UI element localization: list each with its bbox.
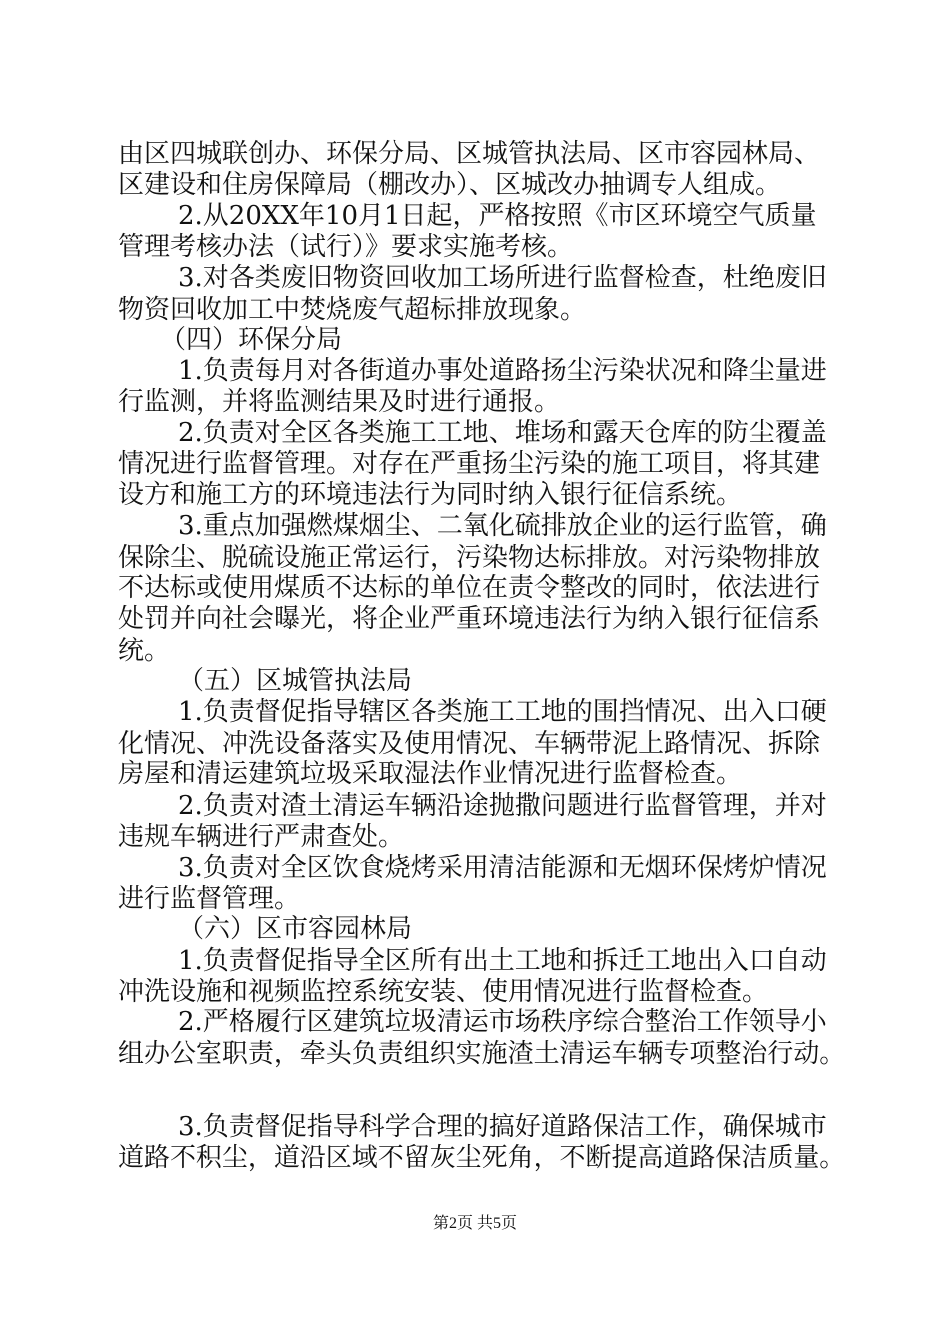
text-line: 2.从20XX年10月1日起，严格按照《市区环境空气质量 bbox=[178, 201, 817, 231]
text-line: 2.负责对渣土清运车辆沿途抛撒问题进行监督管理，并对 bbox=[178, 791, 827, 821]
text-line: 1.负责每月对各街道办事处道路扬尘污染状况和降尘量进 bbox=[178, 356, 827, 386]
text-line: 房屋和清运建筑垃圾采取湿法作业情况进行监督检查。 bbox=[118, 759, 743, 789]
text-line: 组办公室职责，牵头负责组织实施渣土清运车辆专项整治行动。 bbox=[118, 1039, 846, 1069]
text-line: 1.负责督促指导辖区各类施工工地的围挡情况、出入口硬 bbox=[178, 697, 827, 727]
text-line: 化情况、冲洗设备落实及使用情况、车辆带泥上路情况、拆除 bbox=[118, 729, 821, 759]
text-line: 设方和施工方的环境违法行为同时纳入银行征信系统。 bbox=[118, 480, 743, 510]
text-line: 进行监督管理。 bbox=[118, 884, 301, 914]
text-line: （四）环保分局 bbox=[160, 325, 343, 355]
text-line: 违规车辆进行严肃查处。 bbox=[118, 822, 405, 852]
text-line: 3.负责督促指导科学合理的搞好道路保洁工作，确保城市 bbox=[178, 1112, 827, 1142]
text-line: 3.负责对全区饮食烧烤采用清洁能源和无烟环保烤炉情况 bbox=[178, 853, 827, 883]
text-line: 2.严格履行区建筑垃圾清运市场秩序综合整治工作领导小 bbox=[178, 1007, 827, 1037]
text-line: 行监测，并将监测结果及时进行通报。 bbox=[118, 387, 561, 417]
text-line: 冲洗设施和视频监控系统安装、使用情况进行监督检查。 bbox=[118, 977, 769, 1007]
text-line: 物资回收加工中焚烧废气超标排放现象。 bbox=[118, 295, 587, 325]
text-line: 管理考核办法（试行）》要求实施考核。 bbox=[118, 232, 574, 262]
text-line: 保除尘、脱硫设施正常运行，污染物达标排放。对污染物排放 bbox=[118, 543, 821, 573]
text-line: （六）区市容园林局 bbox=[178, 914, 413, 944]
text-line: 统。 bbox=[118, 636, 171, 666]
text-line: 3.对各类废旧物资回收加工场所进行监督检查，杜绝废旧 bbox=[178, 263, 827, 293]
text-line: 2.负责对全区各类施工工地、堆场和露天仓库的防尘覆盖 bbox=[178, 418, 827, 448]
text-line: 3.重点加强燃煤烟尘、二氧化硫排放企业的运行监管，确 bbox=[178, 511, 827, 541]
text-line: 情况进行监督管理。对存在严重扬尘污染的施工项目，将其建 bbox=[118, 449, 821, 479]
text-line: 由区四城联创办、环保分局、区城管执法局、区市容园林局、 bbox=[118, 139, 821, 169]
text-line: （五）区城管执法局 bbox=[178, 666, 413, 696]
text-line: 道路不积尘，道沿区域不留灰尘死角，不断提高道路保洁质量。 bbox=[118, 1143, 846, 1173]
page-footer: 第2页 共5页 bbox=[432, 1215, 517, 1232]
text-line: 不达标或使用煤质不达标的单位在责令整改的同时，依法进行 bbox=[118, 573, 821, 603]
text-line: 1.负责督促指导全区所有出土工地和拆迁工地出入口自动 bbox=[178, 946, 827, 976]
text-line: 处罚并向社会曝光，将企业严重环境违法行为纳入银行征信系 bbox=[118, 604, 821, 634]
text-line: 区建设和住房保障局（棚改办）、区城改办抽调专人组成。 bbox=[118, 170, 782, 200]
